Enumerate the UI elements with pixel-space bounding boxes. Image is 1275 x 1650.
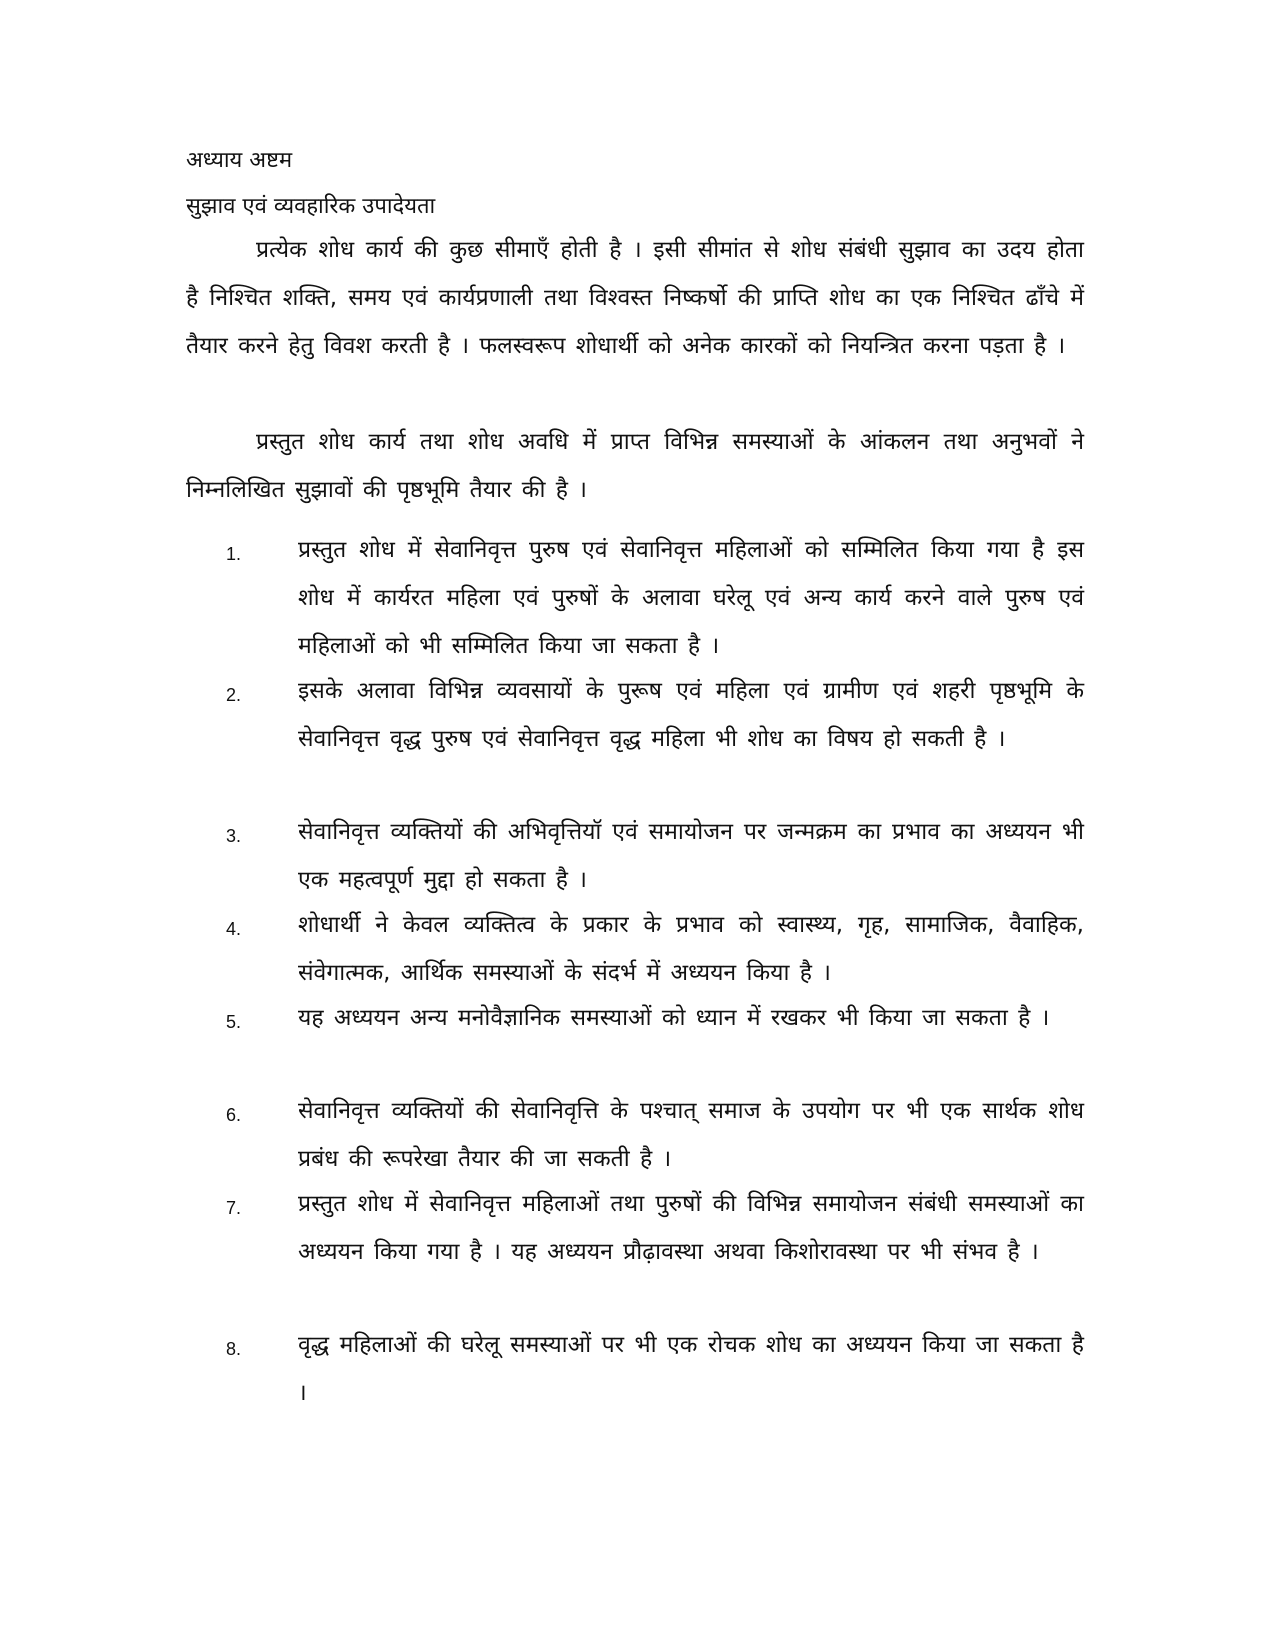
paragraph-limitations: प्रत्येक शोध कार्य की कुछ सीमाएँ होती है । इसी सीमांत से शोध संबंधी सुझाव का उदय होता है निश्चित शक्ति, समय एवं कार्यप्रणाली तथा विश्वस्त निष्कर्षो की प्राप्ति शोध का एक निश्चित ढॉंचे में तैयार करने हेतु विवश करती है । फलस्वरूप शोधार्थी को अनेक कारकों को नियन्त्रित करना पड़ता है । <box>186 237 1084 359</box>
suggestion-item <box>186 901 1084 994</box>
suggestion-item <box>186 1087 1084 1180</box>
suggestion-number: 6. <box>226 1105 242 1125</box>
suggestion-text: यह अध्ययन अन्य मनोवैज्ञानिक समस्याओं को ध्यान में रखकर भी किया जा सकता है । <box>298 1005 1050 1031</box>
suggestion-number: 7. <box>226 1198 242 1218</box>
suggestion-number: 3. <box>226 826 242 846</box>
suggestion-text: सेवानिवृत्त व्यक्तियों की सेवानिवृत्ति के पश्चात् समाज के उपयोग पर भी एक सार्थक शोध प्रबंध की रूपरेखा तैयार की जा सकती है । <box>298 1098 1084 1172</box>
suggestion-text: वृद्ध महिलाओं की घरेलू समस्याओं पर भी एक रोचक शोध का अध्ययन किया जा सकता है । <box>298 1332 1084 1406</box>
suggestions-list <box>186 526 1084 1414</box>
chapter-title: सुझाव एवं व्यवहारिक उपादेयता <box>186 194 436 219</box>
suggestion-item <box>186 526 1084 667</box>
suggestion-text: इसके अलावा विभिन्न व्यवसायों के पुरूष एवं महिला एवं ग्रामीण एवं शहरी पृष्ठभूमि के सेवानिवृत्त वृद्ध पुरुष एवं सेवानिवृत्त वृद्ध महिला भी शोध का विषय हो सकती है । <box>298 678 1084 752</box>
suggestion-item <box>186 1180 1084 1321</box>
suggestion-text: प्रस्तुत शोध में सेवानिवृत्त महिलाओं तथा पुरुषों की विभिन्न समायोजन संबंधी समस्याओं का अध्ययन किया गया है । यह अध्ययन प्रौढ़ावस्था अथवा किशोरावस्था पर भी संभव है । <box>298 1191 1084 1265</box>
suggestion-item <box>186 667 1084 808</box>
suggestion-text: शोधार्थी ने केवल व्यक्तित्व के प्रकार के प्रभाव को स्वास्थ्य, गृह, सामाजिक, वैवाहिक, संवेगात्मक, आर्थिक समस्याओं के संदर्भ में अध्ययन किया है । <box>298 912 1084 986</box>
suggestion-number: 8. <box>226 1339 242 1359</box>
suggestion-item <box>186 1321 1084 1414</box>
suggestion-number: 2. <box>226 685 242 705</box>
suggestion-number: 5. <box>226 1012 242 1032</box>
suggestion-item <box>186 994 1084 1087</box>
paragraph-background: प्रस्तुत शोध कार्य तथा शोध अवधि में प्राप्त विभिन्न समस्याओं के आंकलन तथा अनुभवों ने निम्नलिखित सुझावों की पृष्ठभूमि तैयार की है । <box>186 429 1084 503</box>
suggestion-text: सेवानिवृत्त व्यक्तियों की अभिवृत्तियॉ एवं समायोजन पर जन्मक्रम का प्रभाव का अध्ययन भी एक महत्वपूर्ण मुद्दा हो सकता है । <box>298 819 1084 893</box>
chapter-heading: अध्याय अष्टम <box>186 148 293 173</box>
suggestion-text: प्रस्तुत शोध में सेवानिवृत्त पुरुष एवं सेवानिवृत्त महिलाओं को सम्मिलित किया गया है इस शोध में कार्यरत महिला एवं पुरुषों के अलावा घरेलू एवं अन्य कार्य करने वाले पुरुष एवं महिलाओं को भी सम्मिलित किया जा सकता है । <box>298 537 1084 659</box>
suggestion-number: 4. <box>226 919 242 939</box>
suggestion-item <box>186 808 1084 901</box>
suggestion-number: 1. <box>226 544 242 564</box>
